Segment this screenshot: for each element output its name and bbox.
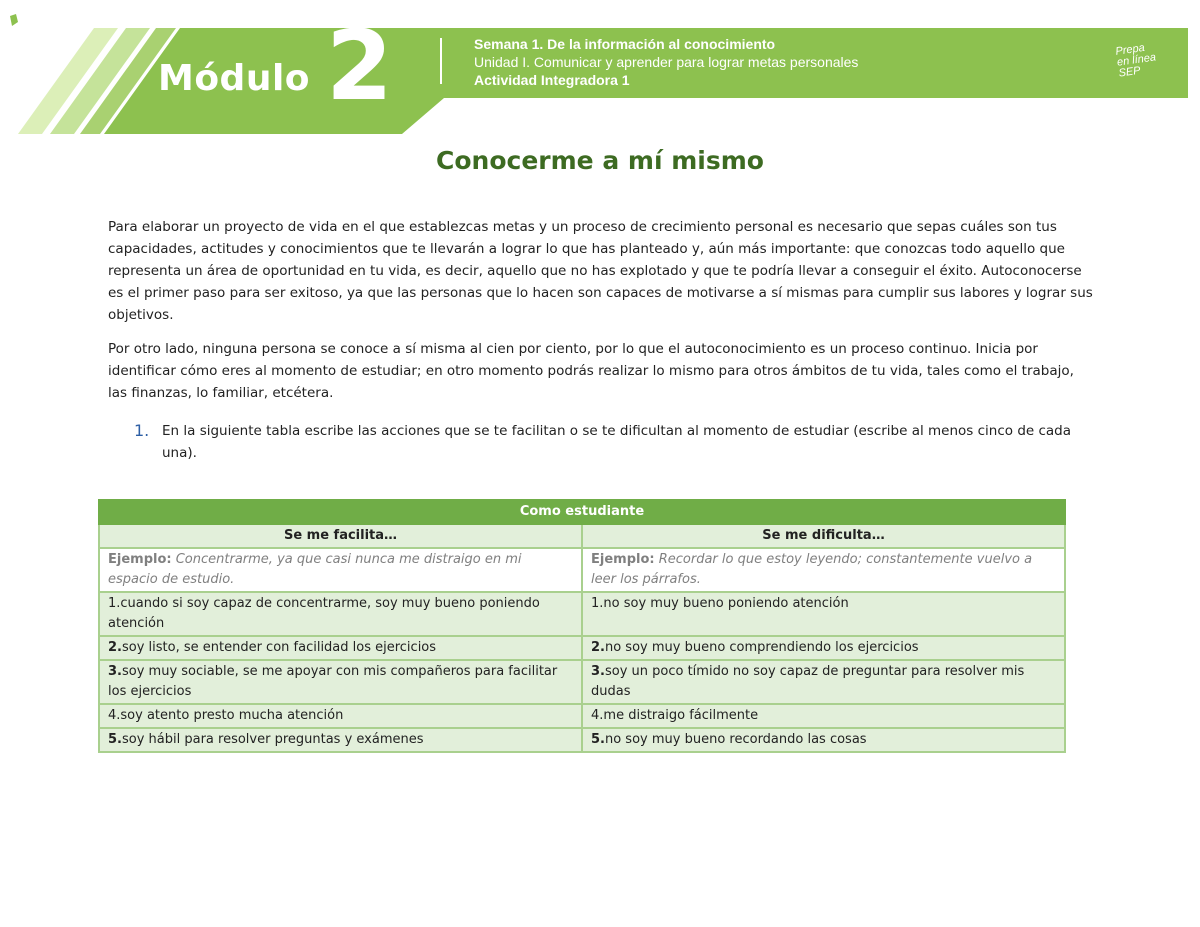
intro-paragraph-1: Para elaborar un proyecto de vida en el que establezcas metas y un proceso de crecimiento personal es necesario que sepas cuáles son tus capacidades, actitudes y conocimientos que te llevarán a lograr lo que has planteado y, aún más importante: que conozcas todo aquello que representa un área de oportunidad en tu vida, es decir, aquello que no has explotado y que te podría llevar a conseguir el éxito. Autoconocerse es el primer paso para ser exitoso, ya que las personas que lo hacen son capaces de motivarse a sí mismas para cumplir sus labores y lograr sus objetivos. [108,219,1093,323]
header-divider [440,38,442,84]
cell-text: soy hábil para resolver preguntas y exámenes [121,732,424,747]
item-number: 3. [108,664,122,679]
table-cell[interactable] [582,728,1065,752]
item-number: 2. [108,640,122,655]
cell-text: no soy muy bueno recordando las cosas [604,732,867,747]
cell-text: cuando si soy capaz de concentrarme, soy muy bueno poniendo atención [108,596,540,631]
instruction-number: 1. [134,421,150,440]
example-label: Ejemplo: [591,552,655,567]
cell-text: me distraigo fácilmente [603,708,759,723]
header-activity: Actividad Integradora 1 [474,72,630,88]
item-number: 3. [591,664,605,679]
item-number: 5. [591,732,605,747]
table-header: Como estudiante [99,500,1065,524]
page-title: Conocerme a mí mismo [436,146,764,175]
table-cell[interactable] [99,592,582,636]
table-cell[interactable] [582,660,1065,704]
cell-text: soy muy sociable, se me apoyar con mis compañeros para facilitar los ejercicios [108,664,558,699]
table-row [99,636,1065,660]
table-row-example [99,548,1065,592]
example-text: Recordar lo que estoy leyendo; constantemente vuelvo a leer los párrafos. [591,552,1033,587]
example-text: Concentrarme, ya que casi nunca me distraigo en mi espacio de estudio. [108,552,522,587]
header-banner [0,0,1200,140]
example-cell-right [582,548,1065,592]
table-row [99,592,1065,636]
example-label: Ejemplo: [108,552,172,567]
item-number: 1. [591,596,604,611]
table-cell[interactable] [99,704,582,728]
col-header-facilita: Se me facilita… [99,524,582,548]
logo-text: Prepa en línea SEP [1114,41,1157,80]
item-number: 1. [108,596,121,611]
table-cell[interactable] [99,660,582,704]
example-cell-left [99,548,582,592]
header-week: Semana 1. De la información al conocimiento [474,36,776,52]
cell-text: no soy muy bueno poniendo atención [603,596,849,611]
instruction-text: En la siguiente tabla escribe las acciones que se te facilitan o se te dificultan al momento de estudiar (escribe al menos cinco de cada una). [162,423,1072,461]
table-cell[interactable] [99,728,582,752]
cell-text: no soy muy bueno comprendiendo los ejercicios [604,640,919,655]
module-word: Módulo [158,58,311,99]
header-unit: Unidad I. Comunicar y aprender para lograr metas personales [474,54,859,70]
item-number: 4. [591,708,604,723]
cell-text: soy atento presto mucha atención [120,708,344,723]
col-header-dificulta: Se me dificulta… [582,524,1065,548]
table-row [99,728,1065,752]
table-cell[interactable] [582,704,1065,728]
module-number: 2 [326,10,393,122]
header-text-block [474,35,858,89]
item-number: 5. [108,732,122,747]
table-row [99,704,1065,728]
study-table [98,499,1066,753]
instruction-item [134,420,1084,464]
table-cell[interactable] [99,636,582,660]
intro-paragraph-2: Por otro lado, ninguna persona se conoce a sí misma al cien por ciento, por lo que el autoconocimiento es un proceso continuo. Inicia por identificar cómo eres al momento de estudiar; en otro momento podrás realizar lo mismo para otros ámbitos de tu vida, tales como el trabajo, las finanzas, lo familiar, etcétera. [108,341,1074,401]
table-cell[interactable] [582,592,1065,636]
cell-text: soy un poco tímido no soy capaz de preguntar para resolver mis dudas [591,664,1025,699]
item-number: 2. [591,640,605,655]
cell-text: soy listo, se entender con facilidad los ejercicios [121,640,437,655]
table-cell[interactable] [582,636,1065,660]
table-row [99,660,1065,704]
prepa-en-linea-logo-icon [0,0,64,48]
item-number: 4. [108,708,121,723]
